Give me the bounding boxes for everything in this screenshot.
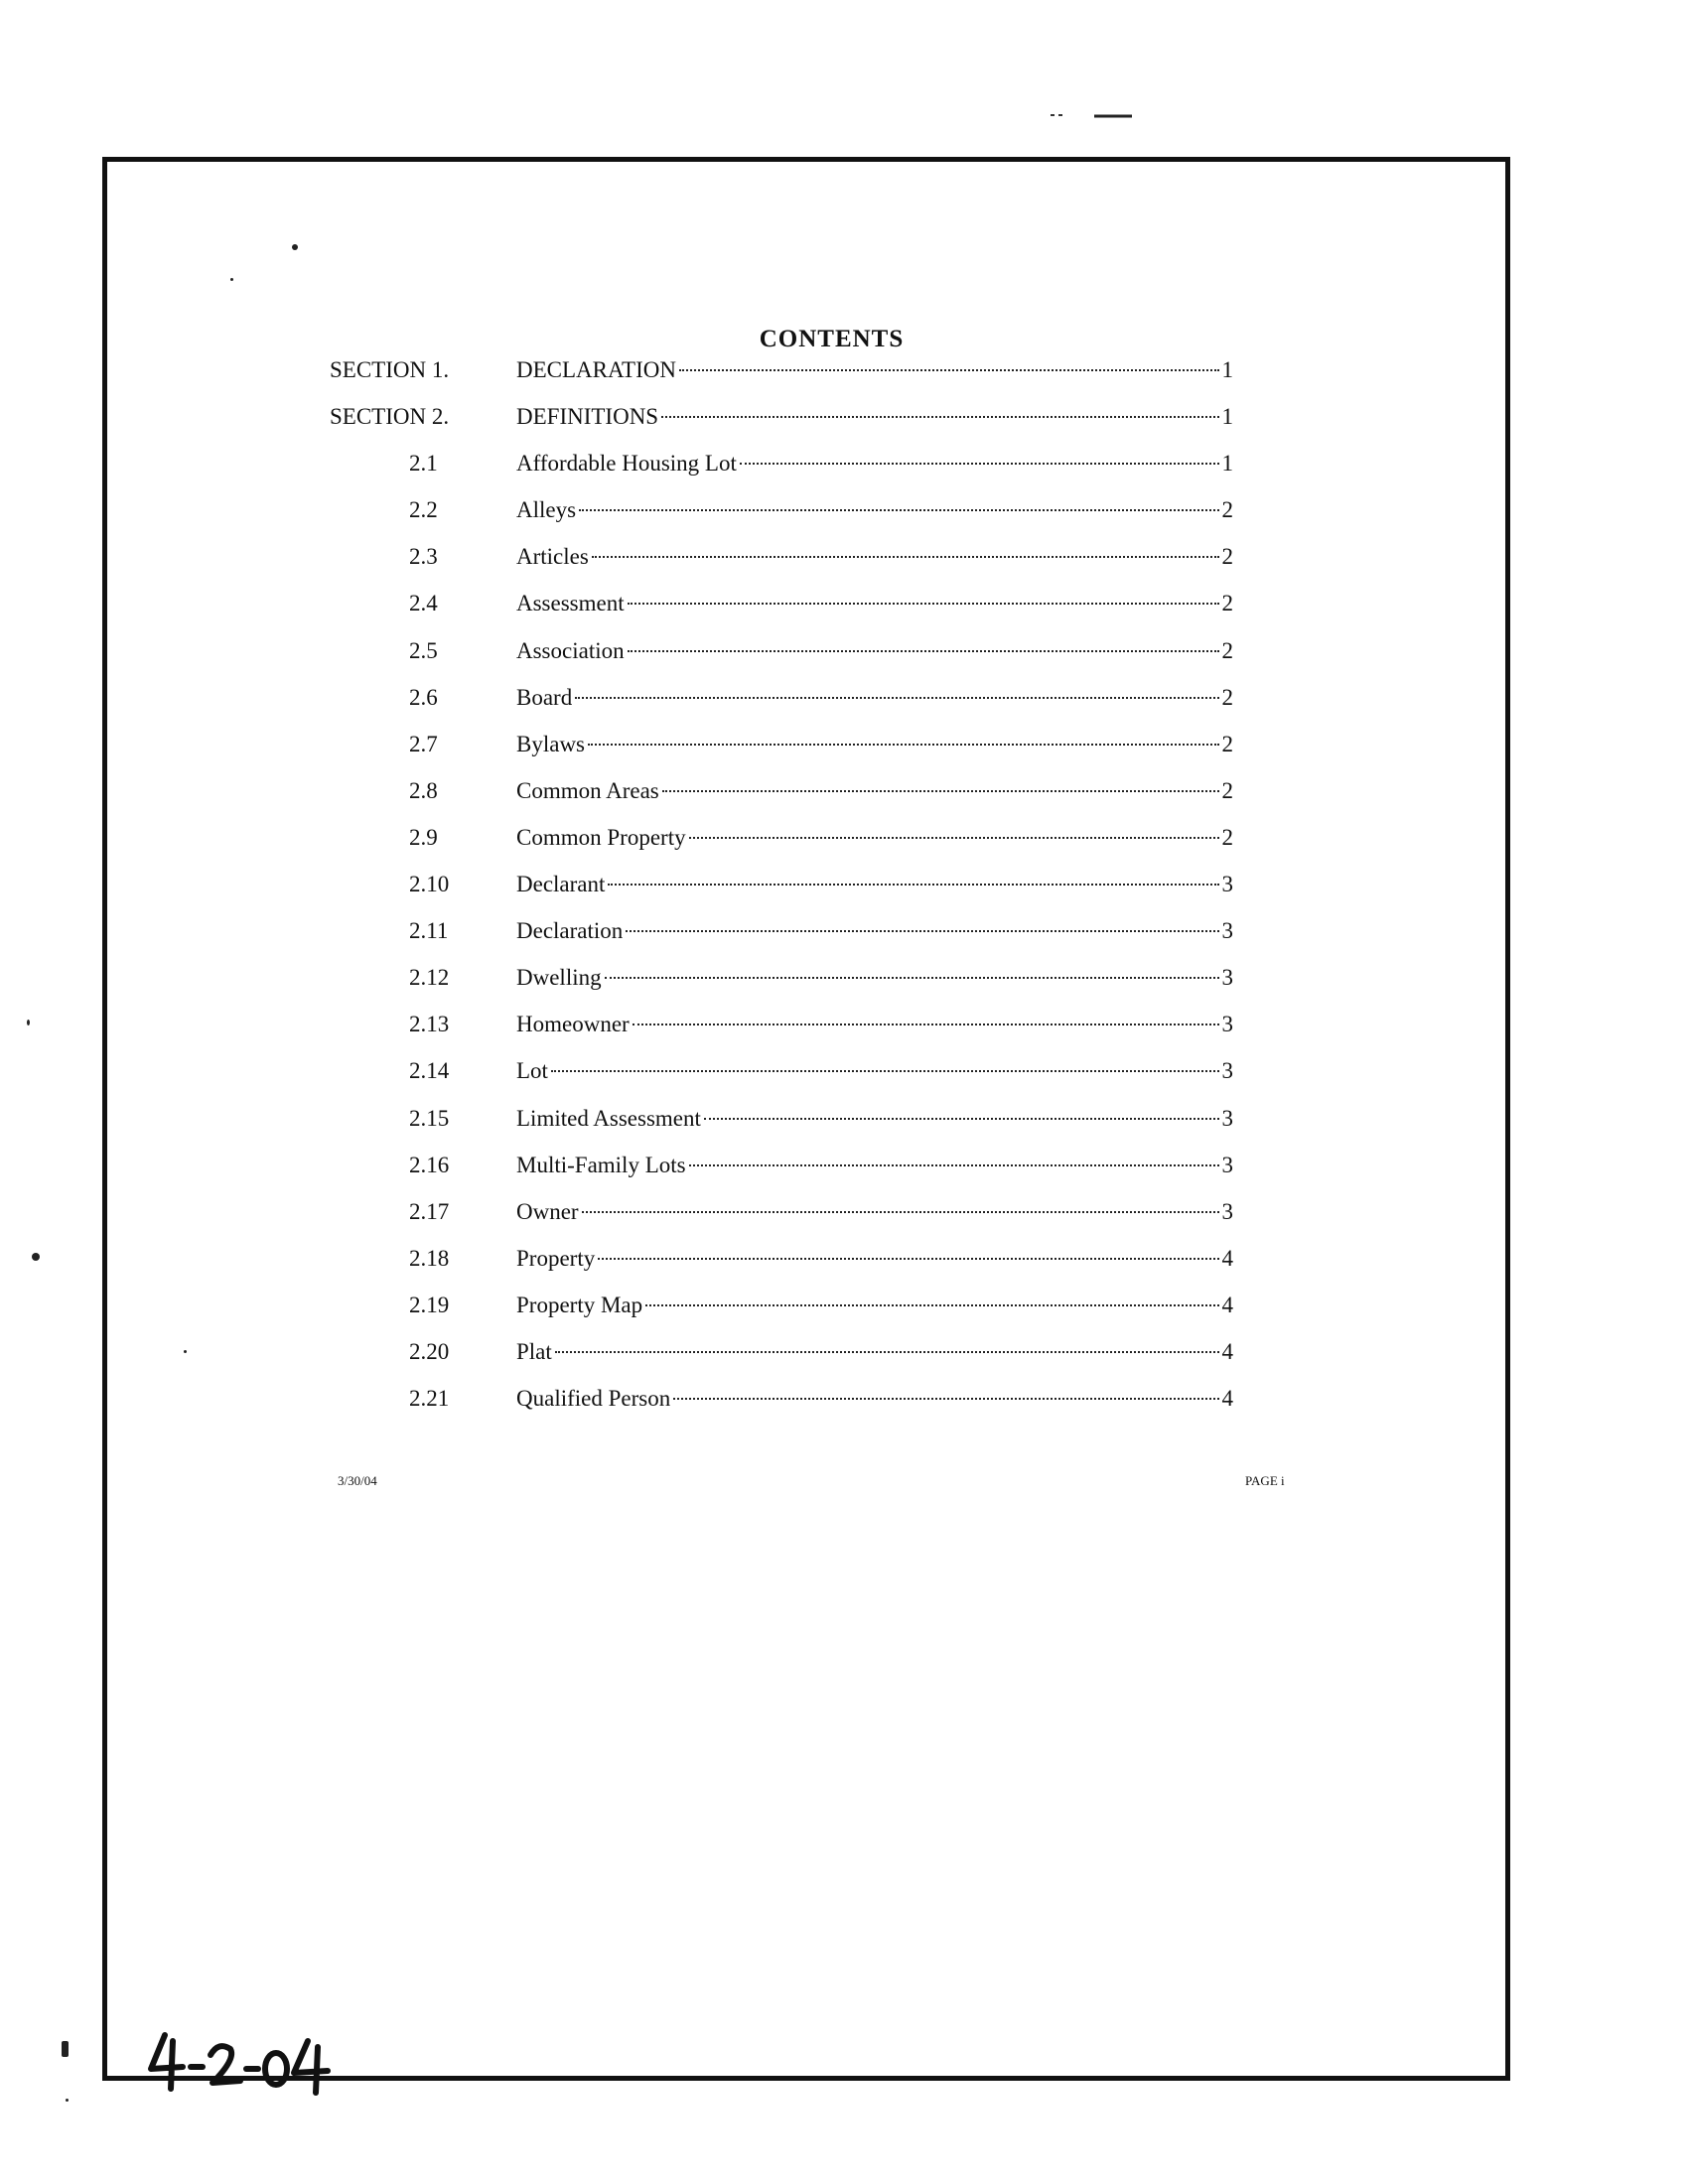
table-of-contents [330,355,1233,1431]
toc-label: Assessment [516,591,625,616]
toc-number: 2.17 [409,1198,450,1224]
toc-row [330,1244,1233,1291]
toc-label: Articles [516,544,589,570]
dot-leader [592,556,1219,558]
handwritten-date [143,2027,342,2097]
toc-page: 3 [1221,1198,1233,1224]
toc-label: Lot [516,1058,548,1084]
toc-number: 2.21 [409,1386,450,1412]
toc-number: 2.11 [409,918,449,944]
toc-label: Affordable Housing Lot [516,451,737,477]
toc-number: 2.4 [409,591,438,616]
toc-label: Common Areas [516,777,659,803]
toc-page: 2 [1221,777,1233,803]
toc-number: 2.1 [409,451,438,477]
toc-row [330,495,1233,542]
toc-row [330,542,1233,589]
toc-row [330,355,1233,402]
dot-leader [704,1118,1219,1120]
toc-row [330,1010,1233,1056]
toc-row [330,870,1233,916]
dot-leader [628,650,1219,652]
toc-label: DEFINITIONS [516,404,659,430]
dot-leader [608,884,1218,886]
toc-row [330,1291,1233,1337]
toc-page: 4 [1221,1292,1233,1317]
toc-number: 2.3 [409,544,438,570]
toc-row [330,1384,1233,1431]
toc-number: 2.12 [409,965,450,991]
toc-page: 3 [1221,965,1233,991]
toc-number: 2.19 [409,1292,450,1317]
toc-label: Declarant [516,872,606,897]
toc-number: SECTION 2. [330,404,450,430]
toc-label: Plat [516,1338,552,1364]
dot-leader [645,1304,1218,1306]
toc-page: 4 [1221,1338,1233,1364]
dot-leader [740,463,1219,465]
toc-label: DECLARATION [516,357,676,382]
toc-page: 3 [1221,1152,1233,1177]
toc-page: 2 [1221,731,1233,756]
dot-leader [628,603,1219,605]
toc-row [330,1337,1233,1384]
dot-leader [575,697,1218,699]
dot-leader [555,1351,1219,1353]
toc-row [330,823,1233,870]
toc-label: Homeowner [516,1012,630,1037]
toc-page: 1 [1221,357,1233,382]
toc-number: 2.20 [409,1338,450,1364]
dot-leader [689,837,1219,839]
toc-row [330,1197,1233,1244]
toc-label: Alleys [516,497,577,523]
toc-row [330,916,1233,963]
toc-number: 2.7 [409,731,438,756]
toc-number: 2.16 [409,1152,450,1177]
dot-leader [626,930,1218,932]
scan-speck [66,2099,69,2102]
dot-leader [582,1211,1219,1213]
dot-leader [588,744,1219,746]
toc-page: 3 [1221,1058,1233,1084]
toc-page: 2 [1221,637,1233,663]
scan-speck [292,244,298,250]
toc-page: 3 [1221,918,1233,944]
dot-leader [579,509,1218,511]
toc-page: 3 [1221,1105,1233,1131]
toc-row [330,1151,1233,1197]
scan-speck [62,2041,69,2057]
dot-leader [551,1070,1219,1072]
toc-number: 2.14 [409,1058,450,1084]
toc-number: 2.6 [409,684,438,710]
dot-leader [633,1024,1219,1025]
toc-page: 3 [1221,872,1233,897]
toc-label: Property Map [516,1292,643,1317]
dot-leader [661,416,1218,418]
toc-row [330,1056,1233,1103]
toc-row [330,730,1233,776]
scan-speck [230,278,233,281]
toc-label: Association [516,637,625,663]
toc-row [330,449,1233,495]
toc-label: Owner [516,1198,579,1224]
toc-row [330,636,1233,683]
toc-number: 2.8 [409,777,438,803]
page-title: CONTENTS [759,325,905,352]
footer-date: 3/30/04 [338,1473,377,1488]
dot-leader [689,1164,1219,1166]
toc-page: 3 [1221,1012,1233,1037]
toc-page: 1 [1221,451,1233,477]
toc-number: 2.18 [409,1245,450,1271]
toc-label: Dwelling [516,965,602,991]
dot-leader [679,369,1219,371]
toc-number: 2.5 [409,637,438,663]
dot-leader [662,790,1219,792]
toc-number: 2.13 [409,1012,450,1037]
dot-leader [605,977,1219,979]
scan-speck [184,1350,187,1353]
toc-label: Multi-Family Lots [516,1152,686,1177]
toc-page: 2 [1221,497,1233,523]
toc-row [330,589,1233,635]
toc-row [330,963,1233,1010]
toc-page: 1 [1221,404,1233,430]
toc-number: SECTION 1. [330,357,450,382]
toc-label: Declaration [516,918,624,944]
toc-page: 2 [1221,591,1233,616]
toc-row [330,683,1233,730]
toc-label: Bylaws [516,731,585,756]
toc-row [330,402,1233,449]
toc-page: 4 [1221,1386,1233,1412]
toc-label: Property [516,1245,596,1271]
toc-label: Limited Assessment [516,1105,701,1131]
dot-leader [598,1258,1218,1260]
toc-number: 2.9 [409,824,438,850]
toc-number: 2.2 [409,497,438,523]
toc-page: 2 [1221,684,1233,710]
scan-marks [993,111,1142,119]
toc-page: 4 [1221,1245,1233,1271]
toc-page: 2 [1221,544,1233,570]
toc-page: 2 [1221,824,1233,850]
toc-row [330,776,1233,823]
toc-row [330,1104,1233,1151]
toc-label: Board [516,684,573,710]
footer-page-number: PAGE i [1245,1473,1285,1488]
toc-label: Qualified Person [516,1386,671,1412]
scan-speck [32,1253,40,1261]
scan-speck [27,1020,30,1025]
dot-leader [673,1398,1218,1400]
toc-number: 2.10 [409,872,450,897]
toc-number: 2.15 [409,1105,450,1131]
toc-label: Common Property [516,824,686,850]
